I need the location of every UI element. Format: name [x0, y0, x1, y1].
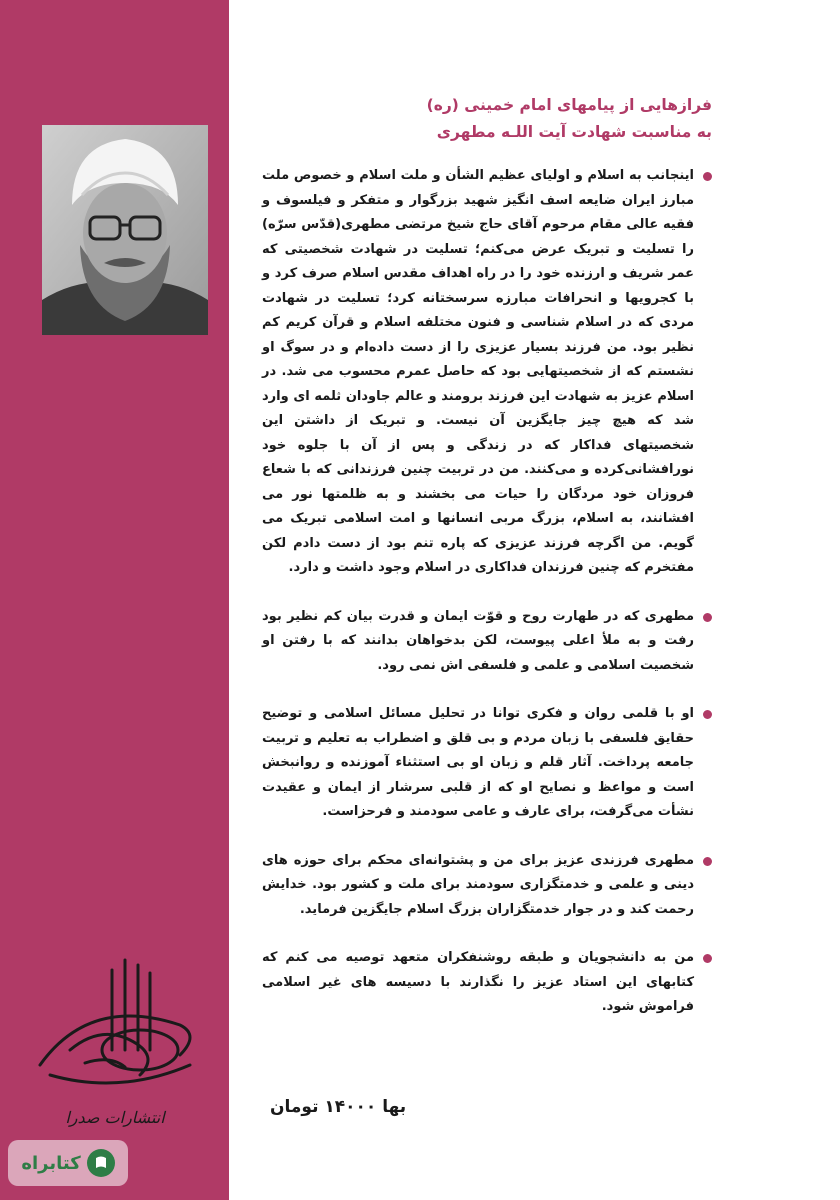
quotes-section: [262, 92, 712, 1044]
price-label: بها ۱۴۰۰۰ تومان: [270, 1097, 407, 1117]
quote-paragraph: [262, 605, 712, 679]
publisher-name: انتشارات صدرا: [65, 1108, 165, 1127]
bullet-icon: [703, 954, 712, 963]
bullet-icon: [703, 613, 712, 622]
heading-line-2: به مناسبت شهادت آیت اللـه مطهری: [436, 123, 712, 141]
quote-text: او با قلمی روان و فکری توانا در تحلیل مسائل اسلامی و توضیح حقایق فلسفی با زبان مردم و بی قلق و اضطراب به تعلیم و تربیت جامعه پرداخت. آثار قلم و زبان او بی استثناء آموزنده و روانبخش است و مواعظ و نصایح او که از قلبی سرشار از ایمان و عقیدت نشأت می‌گرفت، برای عارف و عامی سودمند و فرحزاست.: [262, 706, 694, 819]
quote-paragraph: [262, 849, 712, 923]
quote-text: اینجانب به اسلام و اولیای عظیم الشأن و ملت اسلام و خصوص ملت مبارز ایران ضایعه اسف انگیز شهید بزرگوار و متفکر و فیلسوف و فقیه عالی مقام مرحوم آقای حاج شیخ مرتضی مطهری(قدّس سرّه) را تسلیت و تبریک عرض می‌کنم؛ تسلیت در شهادت شخصیتی که عمر شریف و ارزنده خود را در راه اهداف مقدس اسلام صرف کرد و با کجرویها و انحرافات مبارزه سرسختانه کرد؛ تسلیت در شهادت مردی که در اسلام شناسی و فنون مختلفه اسلام و قرآن کریم کم نظیر بود. من فرزند بسیار عزیزی را از دست داده‌ام و در سوگ او نشستم که از شخصیتهایی بود که حاصل عمرم محسوب می شد. در اسلام عزیز به شهادت این فرزند برومند و عالم جاودان ثلمه ای وارد شد که هیچ چیز جایگزین آن نیست. و تبریک از داشتن این شخصیتهای فداکار که در زندگی و پس از آن با جلوه خود نورافشانی‌کرده و می‌کنند. من در تربیت چنین فرزندانی که با شعاع فروزان خود مردگان را حیات می بخشند و به ظلمتها نور می افشانند، به اسلام، بزرگ مربی انسانها و امت اسلامی تبریک می گویم. من اگرچه فرزند عزیزی که پاره تنم بود از دست دادم لکن مفتخرم که چنین فرزندان فداکاری در اسلام وجود داشت و دارد.: [262, 168, 694, 575]
bullet-icon: [703, 710, 712, 719]
section-heading: [262, 92, 712, 146]
ketabrah-logo-icon: [87, 1149, 115, 1177]
quote-text: مطهری فرزندی عزیز برای من و پشتوانه‌ای محکم برای حوزه های دینی و علمی و خدمتگزاری سودمند برای ملت و کشور بود. خدایش رحمت کند و در جوار خدمتگزاران بزرگ اسلام جایگزین فرماید.: [262, 852, 694, 917]
bullet-icon: [703, 172, 712, 181]
heading-line-1: فرازهایی از پیامهای امام خمینی (ره): [426, 96, 712, 114]
ketabrah-label: کتابراه: [21, 1152, 81, 1174]
portrait-photo: [42, 125, 208, 335]
quote-text: من به دانشجویان و طبقه روشنفکران متعهد توصیه می کنم که کتابهای این استاد عزیز را نگذارند با دسیسه های غیر اسلامی فراموش شود.: [262, 950, 694, 1014]
quote-paragraph: [262, 164, 712, 581]
quote-text: مطهری که در طهارت روح و قوّت ایمان و قدرت بیان کم نظیر بود رفت و به ملأ اعلی پیوست، لکن بدخواهان بدانند که با رفتن او شخصیت اسلامی و علمی و فلسفی اش نمی رود.: [262, 608, 694, 673]
bullet-icon: [703, 857, 712, 866]
quote-paragraph: [262, 946, 712, 1020]
ketabrah-badge[interactable]: [8, 1140, 128, 1186]
quote-paragraph: [262, 702, 712, 825]
